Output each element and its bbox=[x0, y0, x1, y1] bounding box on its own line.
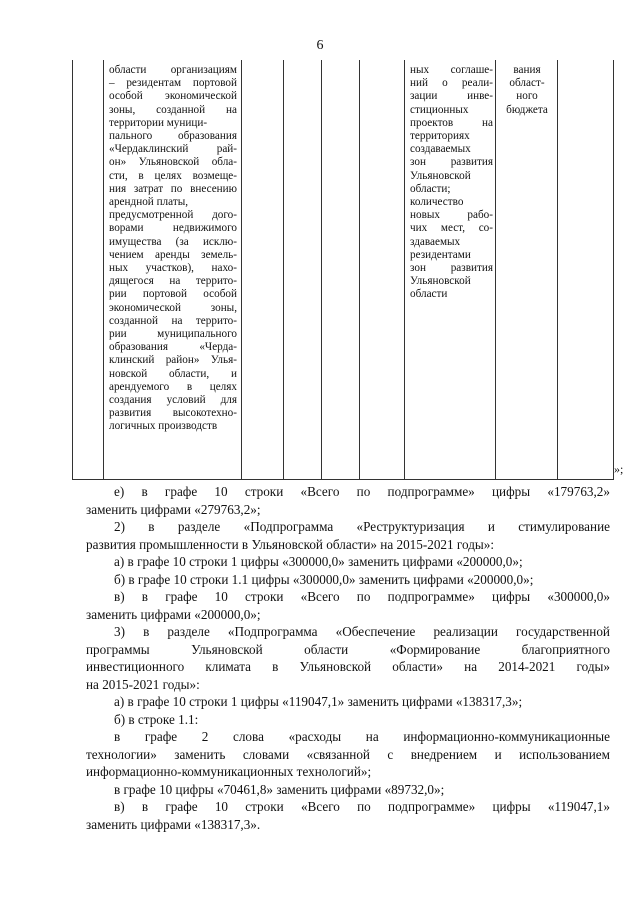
cell-text-line: области организациям bbox=[109, 64, 237, 76]
table-col-border bbox=[495, 60, 496, 480]
cell-text-line: ния затрат по внесению bbox=[109, 182, 237, 195]
table-cell-indicators bbox=[410, 64, 493, 302]
cell-text-line: зон развития bbox=[410, 262, 493, 275]
cell-text-line: ворами недвижимого bbox=[109, 222, 237, 235]
paragraph-line: развития промышленности в Ульяновской области» на 2015-2021 годы»: bbox=[86, 536, 495, 552]
table-closing-quote: »; bbox=[614, 462, 624, 476]
paragraph-line: 2) в разделе «Подпрограмма «Реструктуризация и стимулирование bbox=[114, 519, 610, 534]
paragraph-line: в графе 2 слова «расходы на информационно-коммуникационные bbox=[114, 729, 610, 744]
cell-text-line: проектов на bbox=[410, 116, 493, 129]
cell-text-line: экономической зоны, bbox=[109, 301, 237, 314]
paragraph-line: б) в графе 10 строки 1.1 цифры «300000,0» заменить цифрами «200000,0»; bbox=[114, 571, 534, 587]
paragraph-line: заменить цифрами «279763,2»; bbox=[86, 501, 261, 517]
paragraph-line: на 2015-2021 годы»: bbox=[86, 676, 200, 692]
cell-text-line: клинский район» Улья- bbox=[109, 354, 237, 367]
cell-text-line: рии портовой особой bbox=[109, 288, 237, 301]
cell-text-line: «Чердаклинский рай- bbox=[109, 143, 237, 156]
cell-text-line: ных соглаше- bbox=[410, 64, 493, 76]
paragraph-line: информационно-коммуникационных технологий»; bbox=[86, 764, 372, 779]
cell-text-line: пального образования bbox=[109, 130, 237, 143]
cell-text-line: особой экономической bbox=[109, 90, 237, 103]
table-col-border bbox=[359, 60, 360, 480]
cell-text-line: созданной на террито- bbox=[109, 314, 237, 327]
cell-text-line: арендной платы, bbox=[109, 196, 189, 209]
table-col-border bbox=[404, 60, 405, 480]
table-col-border bbox=[321, 60, 322, 480]
cell-text-line: рии муниципального bbox=[109, 328, 237, 341]
cell-text-line: ных участков), нахо- bbox=[109, 262, 237, 275]
paragraph-line: инвестиционного климата в Ульяновской области» на 2014-2021 годы» bbox=[86, 659, 610, 674]
paragraph-line: технологии» заменить словами «связанной с внедрением и использованием bbox=[86, 746, 610, 762]
paragraph-line: заменить цифрами «138317,3». bbox=[86, 816, 261, 832]
cell-text-line: резидентами bbox=[410, 248, 471, 261]
table-col-border bbox=[72, 60, 73, 480]
paragraph-line: а) в графе 10 строки 1 цифры «119047,1» заменить цифрами «138317,3»; bbox=[114, 694, 523, 709]
cell-text-line: территории муници- bbox=[109, 116, 208, 129]
cell-text-line: арендуемого в целях bbox=[109, 380, 237, 393]
cell-text-line: чих мест, со- bbox=[410, 222, 493, 235]
paragraph-line: а) в графе 10 строки 1 цифры «300000,0» заменить цифрами «200000,0»; bbox=[114, 554, 523, 569]
cell-text-line: здаваемых bbox=[410, 235, 461, 248]
cell-text-line: образования «Черда- bbox=[109, 341, 237, 354]
cell-text-line: имущества (за исклю- bbox=[109, 235, 237, 248]
cell-text-line: территориях bbox=[410, 130, 470, 143]
paragraph-line: в) в графе 10 строки «Всего по подпрограмме» цифры «119047,1» bbox=[114, 799, 610, 814]
cell-text-line: развития высокотехно- bbox=[109, 407, 237, 420]
table-col-border bbox=[103, 60, 104, 480]
paragraph-line: заменить цифрами «200000,0»; bbox=[86, 606, 261, 622]
cell-text-line: зоны, созданной на bbox=[109, 103, 237, 116]
table-col-border bbox=[283, 60, 284, 480]
cell-text-line: Ульяновской bbox=[410, 169, 471, 182]
cell-text-line: зации инве- bbox=[410, 90, 493, 103]
table-col-border bbox=[557, 60, 558, 480]
cell-text-line: сти, в целях возмеще- bbox=[109, 169, 237, 182]
cell-text-line: количество bbox=[410, 196, 464, 209]
cell-text-line: новых рабо- bbox=[410, 209, 493, 222]
amendments-text bbox=[86, 483, 610, 833]
cell-text-line: области; bbox=[410, 182, 451, 195]
page-number: 6 bbox=[316, 38, 324, 53]
cell-text-line: дящегося на террито- bbox=[109, 275, 237, 288]
cell-text-line: создания условий для bbox=[109, 394, 237, 407]
paragraph-line: в графе 10 цифры «70461,8» заменить цифрами «89732,0»; bbox=[114, 781, 445, 797]
table-col-border bbox=[241, 60, 242, 480]
cell-text-line: ного bbox=[516, 90, 538, 103]
paragraph-line: б) в строке 1.1: bbox=[114, 711, 199, 727]
cell-text-line: ний о реали- bbox=[410, 77, 493, 90]
cell-text-line: новской области, и bbox=[109, 367, 237, 380]
cell-text-line: чением аренды земель- bbox=[109, 248, 237, 261]
cell-text-line: он» Ульяновской обла- bbox=[109, 156, 237, 169]
cell-text-line: зон развития bbox=[410, 156, 493, 169]
table-col-border bbox=[613, 60, 614, 480]
cell-text-line: – резидентам портовой bbox=[109, 77, 237, 90]
cell-text-line: област- bbox=[509, 77, 545, 90]
cell-text-line: Ульяновской bbox=[410, 275, 471, 288]
cell-text-line: вания bbox=[513, 64, 541, 76]
paragraph-line: в) в графе 10 строки «Всего по подпрограмме» цифры «300000,0» bbox=[114, 589, 610, 604]
paragraph-line: е) в графе 10 строки «Всего по подпрограмме» цифры «179763,2» bbox=[114, 484, 610, 499]
cell-text-line: стиционных bbox=[410, 103, 469, 116]
cell-text-line: логичных производств bbox=[109, 420, 218, 433]
cell-text-line: создаваемых bbox=[410, 143, 471, 156]
cell-text-line: области bbox=[410, 288, 448, 301]
cell-text-line: бюджета bbox=[506, 103, 548, 116]
paragraph-line: 3) в разделе «Подпрограмма «Обеспечение реализации государственной bbox=[114, 624, 610, 639]
table-cell-funding-source bbox=[496, 64, 558, 117]
paragraph-line: программы Ульяновской области «Формирование благоприятного bbox=[86, 641, 610, 657]
table-cell-description bbox=[109, 64, 237, 434]
cell-text-line: предусмотренной дого- bbox=[109, 209, 237, 222]
table-bottom-border bbox=[72, 479, 614, 480]
